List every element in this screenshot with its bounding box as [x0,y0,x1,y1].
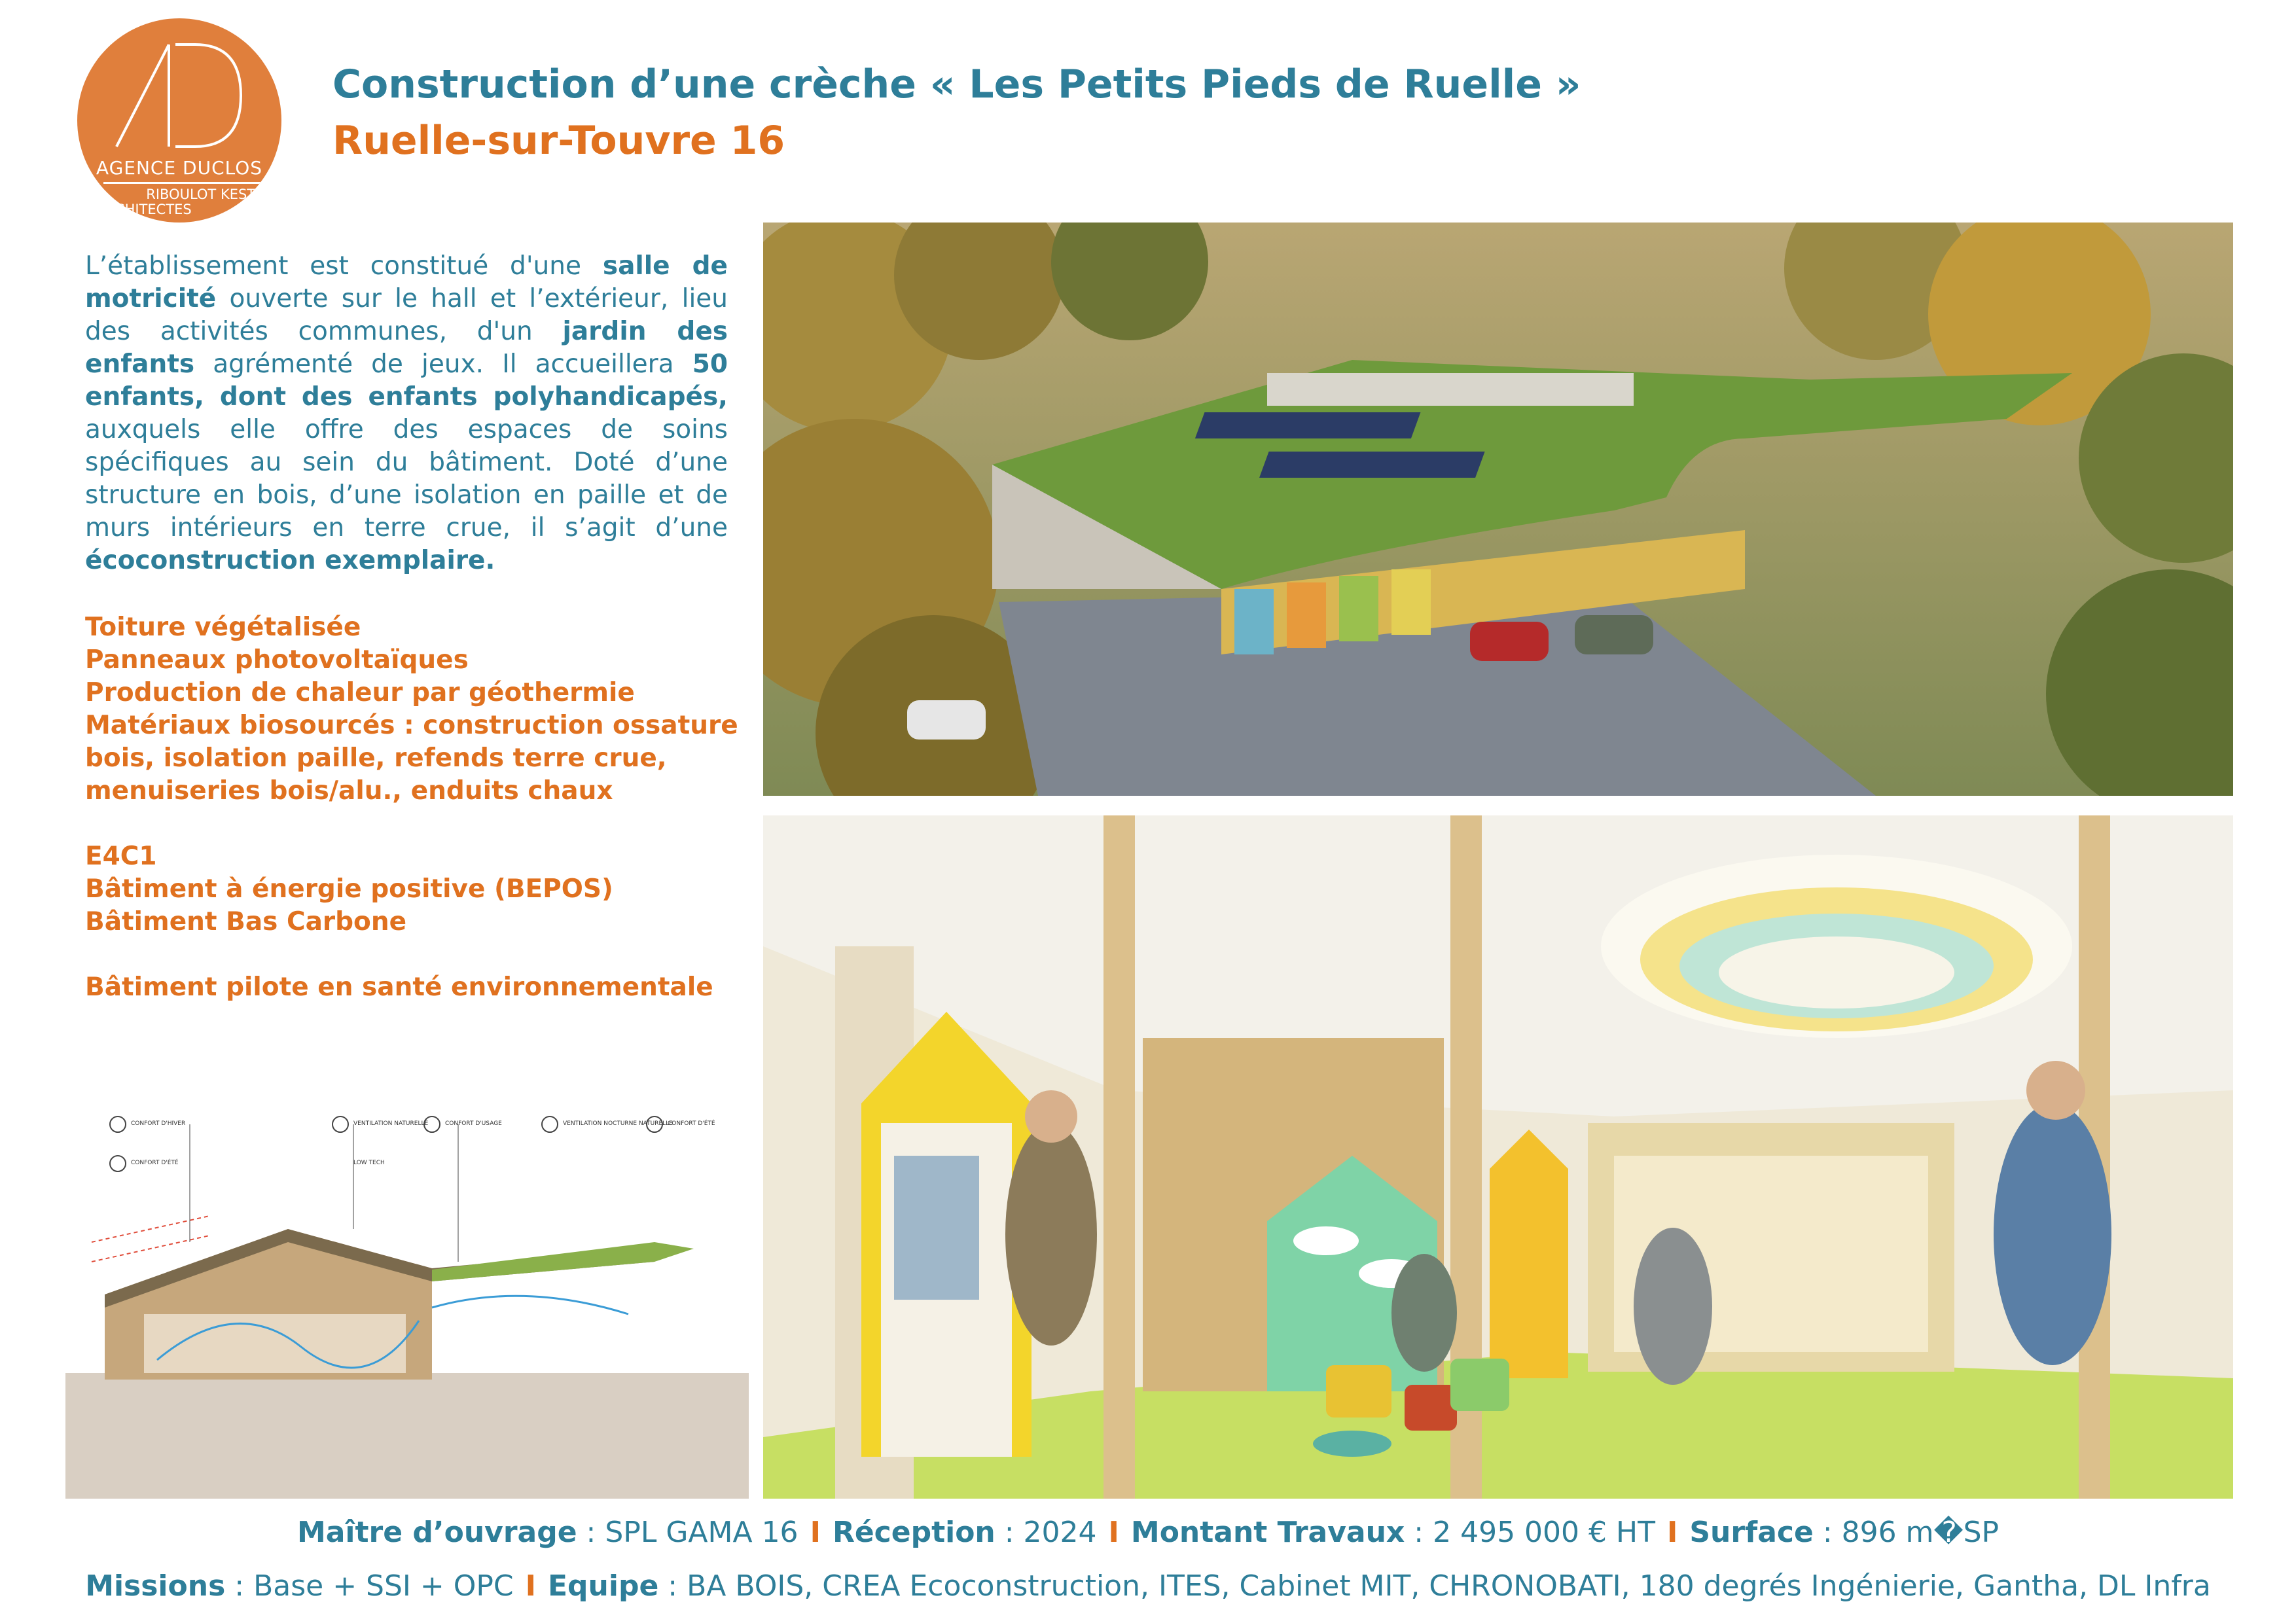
description-highlight: 50 enfants, dont des enfants polyhandicapés, [85,349,728,412]
description-highlight: salle de motricité [85,251,728,313]
diagram-label: VENTILATION NOCTURNE NATURELLE [563,1120,673,1127]
diagram-label: VENTILATION NATURELLE [353,1120,429,1127]
feature-item: Matériaux biosourcés : construction ossature [85,711,738,740]
label-item: E4C1 [85,842,157,871]
owner-label: Maître d’ouvrage [296,1516,577,1549]
bioclimatic-section-diagram [65,1098,749,1499]
logo-divider [103,182,260,184]
feature-item: Toiture végétalisée [85,613,361,642]
feature-item: Production de chaleur par géothermie [85,678,635,707]
surface-label: Surface [1689,1516,1814,1549]
missions-label: Missions [85,1569,226,1603]
features-list [85,611,740,808]
label-item: Bâtiment Bas Carbone [85,907,407,936]
labels-list [85,840,740,938]
amount-label: Montant Travaux [1130,1516,1405,1549]
description-text: agrémenté de jeux. Il accueillera [194,349,692,379]
separator: I [1666,1516,1678,1549]
feature-item: bois, isolation paille, refends terre crue, [85,743,667,773]
separator: I [525,1569,536,1603]
interior-rendering-image [763,815,2233,1499]
diagram-label: CONFORT D'ÉTÉ [131,1160,179,1166]
description-text: auxquels elle offre des espaces de soins spécifiques au sein du bâtiment. Doté d’une structure en bois, d’une isolation en paille et de murs intérieurs en terre crue, il s’agit d’une [85,415,728,543]
separator: I [810,1516,821,1549]
project-description [85,250,728,577]
team-label: Equipe [547,1569,659,1603]
description-text: ouverte sur le hall et l’extérieur, lieu des activités communes, d'un [85,284,728,346]
logo-subtitle-1: RIBOULOT KESTER [146,187,274,202]
description-text: L’établissement est constitué d'une [85,251,603,281]
diagram-label: CONFORT D'ÉTÉ [668,1120,715,1127]
pilot-text: Bâtiment pilote en santé environnementale [85,972,713,1002]
logo-name: AGENCE DUCLOS [96,157,263,179]
diagram-label: CONFORT D'USAGE [445,1120,502,1127]
label-item: Bâtiment à énergie positive (BEPOS) [85,874,613,904]
footer-line-2 [0,1569,2296,1603]
reception-label: Réception [832,1516,996,1549]
agency-logo [77,18,281,223]
project-title: Construction d’une crèche « Les Petits Pieds de Ruelle » [332,62,1581,107]
aerial-rendering-image [763,223,2233,796]
team-value: : BA BOIS, CREA Ecoconstruction, ITES, Cabinet MIT, CHRONOBATI, 180 degrés Ingénierie, Gantha, DL Infra [658,1569,2211,1603]
reception-value: : 2024 [995,1516,1097,1549]
owner-value: : SPL GAMA 16 [577,1516,798,1549]
feature-item: Panneaux photovoltaïques [85,645,469,675]
diagram-label: CONFORT D'HIVER [131,1120,186,1127]
separator: I [1108,1516,1119,1549]
logo-subtitle-2: ARCHITECTES [97,202,192,217]
pilot-statement [85,971,740,1004]
surface-value: : 896 m�SP [1813,1516,2000,1549]
feature-item: menuiseries bois/alu., enduits chaux [85,776,613,806]
amount-value: : 2 495 000 € HT [1405,1516,1655,1549]
project-location: Ruelle-sur-Touvre 16 [332,118,785,164]
description-highlight: jardin des enfants [85,317,728,379]
description-highlight: écoconstruction exemplaire. [85,546,495,575]
footer-line-1 [0,1516,2296,1549]
missions-value: : Base + SSI + OPC [225,1569,514,1603]
diagram-label: LOW TECH [353,1160,385,1166]
